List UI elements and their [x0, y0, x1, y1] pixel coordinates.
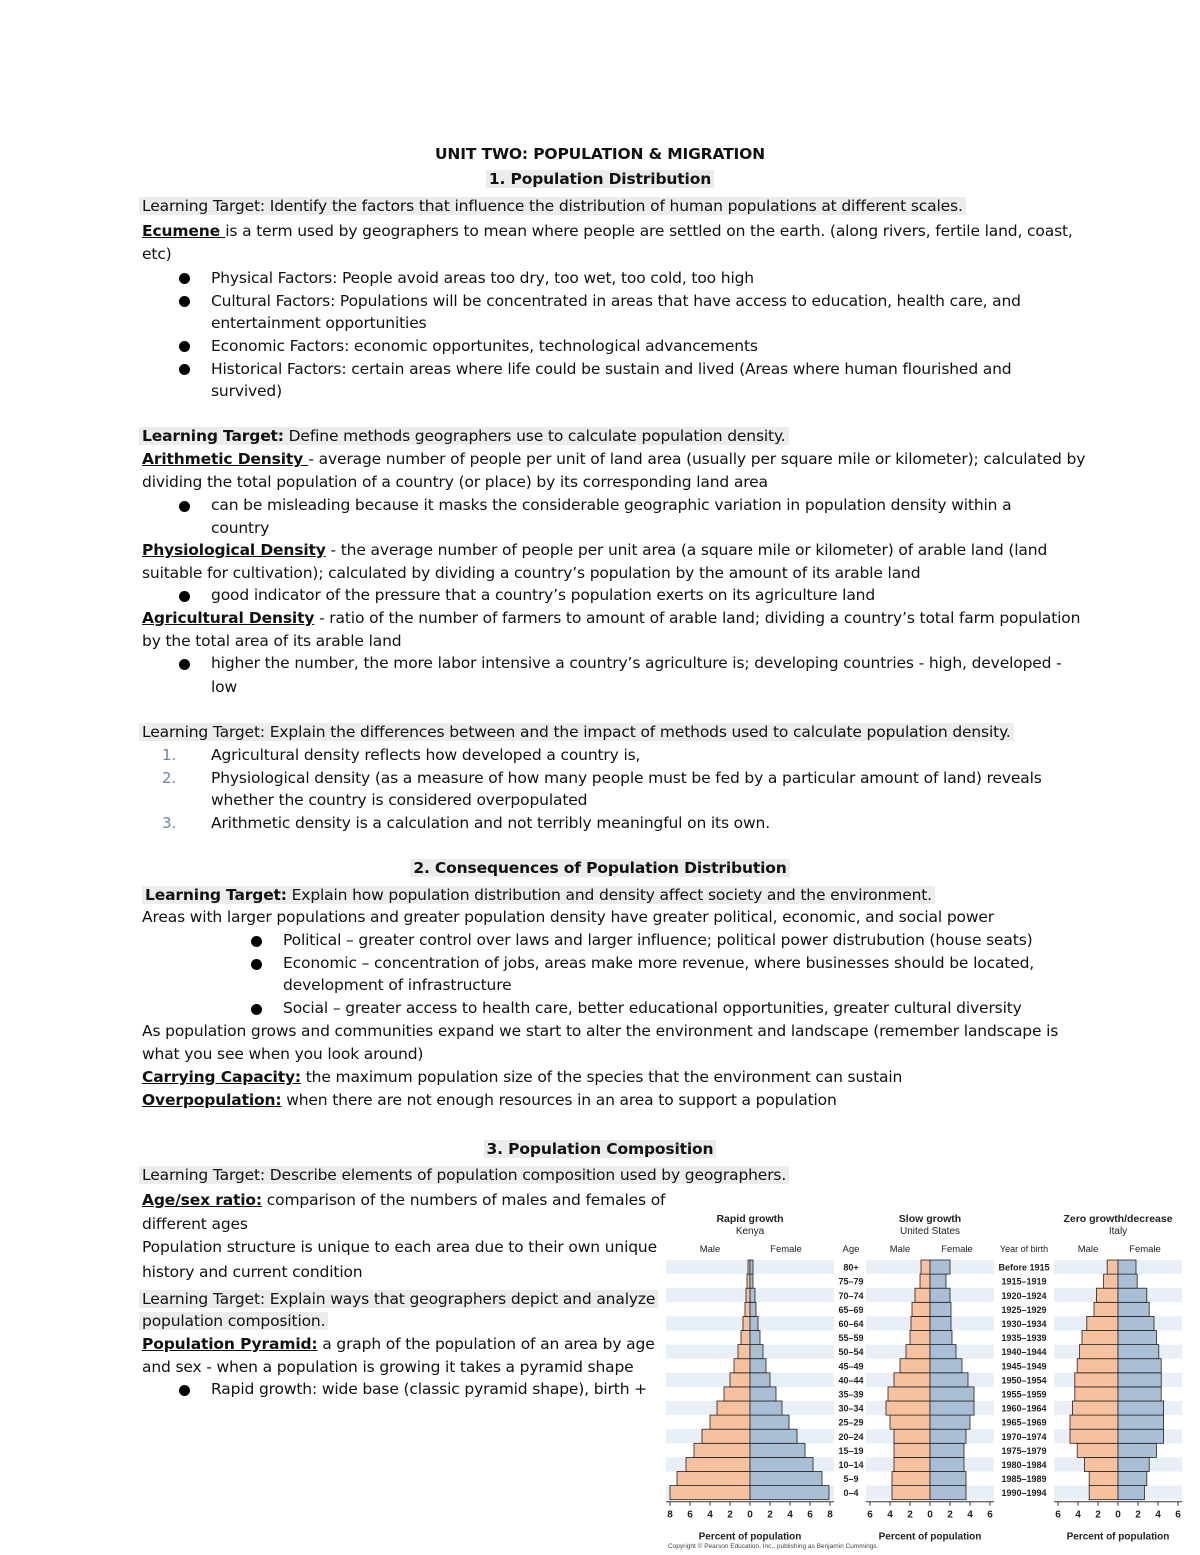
age-tick-label: 80+	[843, 1262, 859, 1273]
female-bar	[930, 1429, 966, 1443]
age-tick-label: 70–74	[838, 1290, 864, 1301]
ecumene-term: Ecumene	[142, 222, 226, 240]
learning-target-1-row	[139, 195, 966, 217]
year-tick-label: 1990–1994	[1001, 1488, 1047, 1499]
male-bar	[710, 1415, 750, 1429]
x-tick-label: 0	[747, 1509, 753, 1521]
male-bar	[741, 1331, 750, 1345]
female-bar	[1118, 1472, 1147, 1486]
arithmetic-def-line-2: dividing the total population of a country (or place) by its corresponding land area	[142, 473, 768, 491]
male-bar	[910, 1331, 930, 1345]
learning-target-4-row	[142, 884, 935, 906]
male-bar	[747, 1274, 750, 1288]
male-bar	[743, 1316, 750, 1330]
male-bar	[892, 1486, 930, 1500]
learning-target-2	[139, 427, 789, 445]
x-tick-label: 6	[807, 1509, 813, 1521]
age-tick-label: 5–9	[843, 1474, 859, 1485]
age-tick-label: 10–14	[838, 1460, 864, 1470]
female-bar	[750, 1274, 753, 1288]
male-bar	[1104, 1274, 1118, 1288]
learning-target-6-row-2	[139, 1310, 328, 1332]
pyramid-title: Zero growth/decrease	[1063, 1213, 1173, 1225]
x-tick-label: 6	[1055, 1509, 1061, 1521]
economic-bullet-line-1: Economic – concentration of jobs, areas make more revenue, where businesses should be located,	[283, 954, 1035, 972]
female-bar	[750, 1373, 770, 1387]
male-label: Male	[1077, 1244, 1099, 1255]
overpopulation-def: when there are not enough resources in an area to support a population	[281, 1091, 837, 1109]
political-bullet: Political – greater control over laws and larger influence; political power distrubution (house seats)	[283, 931, 1033, 949]
age-tick-label: 65–69	[838, 1304, 864, 1315]
male-bar	[1089, 1486, 1118, 1500]
arithmetic-bullet-line-1: can be misleading because it masks the considerable geographic variation in population density within a	[211, 496, 1012, 514]
overpopulation-definition	[142, 1089, 837, 1111]
pyramid-title: Rapid growth	[716, 1213, 784, 1225]
year-tick-label: 1975–1979	[1001, 1445, 1047, 1456]
male-bar	[730, 1373, 750, 1387]
x-tick-label: 4	[787, 1509, 793, 1521]
year-tick-label: 1925–1929	[1001, 1304, 1047, 1315]
age-tick-label: 0–4	[843, 1488, 859, 1499]
female-bar	[930, 1288, 950, 1302]
male-bar	[738, 1345, 750, 1359]
female-bar	[930, 1316, 951, 1330]
year-tick-label: 1945–1949	[1001, 1361, 1047, 1372]
agricultural-bullet-line-1: higher the number, the more labor intensive a country’s agriculture is; developing countries - high, developed -	[211, 654, 1062, 672]
female-label: Female	[941, 1244, 973, 1255]
male-bar	[911, 1316, 930, 1330]
male-bar	[894, 1429, 930, 1443]
pyramid-title: Slow growth	[898, 1213, 962, 1225]
list-number: 2.	[162, 769, 177, 787]
male-bar	[1075, 1373, 1118, 1387]
learning-target-4-label: Learning Target:	[145, 886, 287, 904]
bullet-icon	[179, 273, 190, 284]
age-tick-label: 25–29	[838, 1417, 864, 1428]
female-label: Female	[770, 1244, 802, 1255]
x-tick-label: 4	[967, 1509, 973, 1521]
arithmetic-density-definition	[142, 448, 1085, 470]
male-bar	[702, 1429, 750, 1443]
ecumene-def-line-2: etc)	[142, 245, 172, 263]
cultural-factors-line-2: entertainment opportunities	[211, 314, 427, 332]
bullet-icon	[179, 341, 190, 352]
ecumene-def-line-1: is a term used by geographers to mean where people are settled on the earth. (along rivers, fertile land, coast,	[225, 222, 1073, 240]
structure-line-2: history and current condition	[142, 1263, 363, 1281]
population-pyramids-chart	[662, 1206, 1192, 1551]
age-tick-label: 75–79	[838, 1276, 864, 1287]
male-bar	[888, 1387, 930, 1401]
male-bar	[1096, 1288, 1118, 1302]
physiological-density-definition	[142, 539, 1047, 561]
female-bar	[1118, 1359, 1161, 1373]
male-bar	[894, 1373, 930, 1387]
female-bar	[930, 1302, 951, 1316]
year-tick-label: 1950–1954	[1001, 1375, 1047, 1386]
male-bar	[892, 1472, 930, 1486]
physical-factors: Physical Factors: People avoid areas too dry, too wet, too cold, too high	[211, 269, 754, 287]
section-1-heading: 1. Population Distribution	[486, 170, 714, 188]
male-bar	[1075, 1387, 1118, 1401]
male-bar	[920, 1274, 930, 1288]
year-axis-label: Year of birth	[999, 1244, 1049, 1254]
male-bar	[734, 1359, 750, 1373]
age-sex-ratio-definition	[142, 1189, 665, 1211]
female-bar	[750, 1415, 789, 1429]
age-tick-label: 55–59	[838, 1333, 864, 1344]
female-bar	[930, 1345, 956, 1359]
male-bar	[900, 1359, 930, 1373]
year-tick-label: Before 1915	[998, 1262, 1050, 1273]
carrying-capacity-term: Carrying Capacity:	[142, 1068, 301, 1086]
x-tick-label: 4	[1155, 1509, 1161, 1521]
female-bar	[750, 1387, 776, 1401]
section-2-heading: 2. Consequences of Population Distribution	[410, 859, 789, 877]
year-tick-label: 1960–1964	[1001, 1403, 1047, 1414]
male-label: Male	[699, 1244, 721, 1255]
bullet-icon	[251, 1004, 262, 1015]
bullet-icon	[251, 959, 262, 970]
pyramid-country: Italy	[1108, 1226, 1128, 1237]
x-tick-label: 2	[907, 1509, 913, 1521]
year-tick-label: 1985–1989	[1001, 1474, 1047, 1485]
year-tick-label: 1965–1969	[1001, 1417, 1047, 1428]
age-tick-label: 20–24	[838, 1431, 864, 1442]
male-bar	[1084, 1457, 1118, 1471]
learning-target-2-text: Define methods geographers use to calculate population density.	[283, 427, 786, 445]
section-1-heading-row	[0, 168, 1200, 190]
agricultural-bullet-line-2: low	[211, 678, 238, 696]
year-tick-label: 1980–1984	[1001, 1460, 1047, 1470]
male-bar	[886, 1401, 930, 1415]
document-title: UNIT TWO: POPULATION & MIGRATION	[434, 145, 766, 163]
structure-line-1: Population structure is unique to each area due to their own unique	[142, 1238, 657, 1256]
numbered-item-3: Arithmetic density is a calculation and not terribly meaningful on its own.	[211, 814, 770, 832]
female-bar	[1118, 1429, 1164, 1443]
female-label: Female	[1129, 1244, 1161, 1255]
x-tick-label: 6	[867, 1509, 873, 1521]
female-bar	[930, 1260, 950, 1274]
numbered-item-2-line-2: whether the country is considered overpopulated	[211, 791, 588, 809]
social-bullet: Social – greater access to health care, better educational opportunities, greater cultural diversity	[283, 999, 1022, 1017]
bullet-icon	[179, 591, 190, 602]
bullet-icon	[179, 364, 190, 375]
male-bar	[890, 1415, 930, 1429]
learning-target-3: Learning Target: Explain the differences between and the impact of methods used to calculate population density.	[139, 723, 1014, 741]
year-tick-label: 1955–1959	[1001, 1389, 1047, 1400]
copyright-text: Copyright © Pearson Education, Inc., publishing as Benjamin Cummings.	[668, 1543, 879, 1550]
x-axis-label: Percent of population	[878, 1531, 982, 1543]
female-bar	[750, 1260, 753, 1274]
female-bar	[930, 1359, 962, 1373]
arithmetic-density-term: Arithmetic Density	[142, 450, 309, 468]
male-label: Male	[889, 1244, 911, 1255]
female-bar	[1118, 1274, 1137, 1288]
female-bar	[1118, 1302, 1149, 1316]
female-bar	[930, 1387, 974, 1401]
female-bar	[1118, 1373, 1161, 1387]
male-bar	[915, 1288, 930, 1302]
male-bar	[1089, 1472, 1118, 1486]
age-axis-label: Age	[842, 1244, 860, 1255]
female-bar	[930, 1457, 964, 1471]
x-tick-label: 4	[707, 1509, 713, 1521]
x-axis-label: Percent of population	[1066, 1531, 1170, 1543]
x-tick-label: 2	[1095, 1509, 1101, 1521]
male-bar	[1094, 1302, 1118, 1316]
male-bar	[1072, 1401, 1118, 1415]
female-bar	[1118, 1331, 1156, 1345]
male-bar	[686, 1457, 750, 1471]
physiological-def-line-2: suitable for cultivation); calculated by dividing a country’s population by the amount of its arable land	[142, 564, 921, 582]
female-bar	[750, 1401, 782, 1415]
overpopulation-term: Overpopulation:	[142, 1091, 282, 1109]
numbered-item-2-line-1: Physiological density (as a measure of how many people must be fed by a particular amount of land) reveals	[211, 769, 1042, 787]
ecumene-definition	[142, 220, 1073, 242]
x-tick-label: 2	[947, 1509, 953, 1521]
section-3-heading-row	[0, 1138, 1200, 1160]
agricultural-def-line-1: - ratio of the number of farmers to amount of arable land; dividing a country’s total farm population	[314, 609, 1081, 627]
carrying-capacity-definition	[142, 1066, 902, 1088]
female-bar	[930, 1472, 966, 1486]
male-bar	[745, 1302, 750, 1316]
female-bar	[1118, 1401, 1164, 1415]
female-bar	[930, 1373, 968, 1387]
x-tick-label: 4	[1075, 1509, 1081, 1521]
historical-factors-line-1: Historical Factors: certain areas where life could be sustain and lived (Areas where human flourished and	[211, 360, 1012, 378]
x-tick-label: 6	[687, 1509, 693, 1521]
economic-factors: Economic Factors: economic opportunites, technological advancements	[211, 337, 758, 355]
female-bar	[750, 1443, 805, 1457]
year-tick-label: 1935–1939	[1001, 1333, 1047, 1344]
male-bar	[1080, 1345, 1118, 1359]
male-bar	[906, 1345, 930, 1359]
male-bar	[670, 1486, 750, 1500]
historical-factors-line-2: survived)	[211, 382, 282, 400]
male-bar	[677, 1472, 750, 1486]
x-tick-label: 0	[1115, 1509, 1121, 1521]
environment-line-2: what you see when you look around)	[142, 1045, 424, 1063]
agricultural-def-line-2: by the total area of its arable land	[142, 632, 402, 650]
x-tick-label: 0	[927, 1509, 933, 1521]
year-tick-label: 1940–1944	[1001, 1347, 1047, 1358]
female-bar	[1118, 1288, 1147, 1302]
male-bar	[1107, 1260, 1118, 1274]
female-bar	[750, 1429, 797, 1443]
learning-target-2-label: Learning Target:	[142, 427, 284, 445]
bullet-icon	[179, 296, 190, 307]
male-bar	[912, 1302, 930, 1316]
female-bar	[750, 1316, 758, 1330]
female-bar	[930, 1401, 974, 1415]
section-2-heading-row	[0, 857, 1200, 879]
female-bar	[750, 1302, 756, 1316]
age-tick-label: 60–64	[838, 1319, 864, 1329]
male-bar	[746, 1288, 750, 1302]
age-tick-label: 35–39	[838, 1389, 864, 1400]
age-sex-def-line-1: comparison of the numbers of males and females of	[261, 1191, 666, 1209]
male-bar	[717, 1401, 750, 1415]
x-tick-label: 8	[667, 1509, 673, 1521]
female-bar	[750, 1331, 760, 1345]
female-bar	[1118, 1457, 1149, 1471]
section-2-intro: Areas with larger populations and greater population density have greater political, economic, and social power	[142, 908, 994, 926]
numbered-item-1: Agricultural density reflects how developed a country is,	[211, 746, 641, 764]
bullet-icon	[179, 1385, 190, 1396]
environment-line-1: As population grows and communities expand we start to alter the environment and landscape (remember landscape is	[142, 1022, 1059, 1040]
female-bar	[750, 1457, 813, 1471]
male-bar	[894, 1443, 930, 1457]
bullet-icon	[251, 936, 262, 947]
bullet-icon	[179, 659, 190, 670]
female-bar	[1118, 1345, 1159, 1359]
male-bar	[1077, 1359, 1118, 1373]
physiological-density-term: Physiological Density	[142, 541, 326, 559]
agricultural-density-term: Agricultural Density	[142, 609, 315, 627]
year-tick-label: 1920–1924	[1001, 1290, 1047, 1301]
section-3-heading: 3. Population Composition	[484, 1140, 717, 1158]
age-tick-label: 30–34	[838, 1403, 864, 1414]
population-pyramid-term: Population Pyramid:	[142, 1335, 318, 1353]
x-tick-label: 6	[1175, 1509, 1181, 1521]
x-tick-label: 4	[887, 1509, 893, 1521]
female-bar	[1118, 1443, 1156, 1457]
learning-target-2-row	[139, 425, 789, 447]
year-tick-label: 1915–1919	[1001, 1276, 1047, 1287]
female-bar	[750, 1288, 755, 1302]
female-bar	[750, 1486, 829, 1500]
year-tick-label: 1930–1934	[1001, 1319, 1047, 1329]
age-tick-label: 50–54	[838, 1347, 864, 1358]
male-bar	[1082, 1331, 1118, 1345]
learning-target-5-row	[139, 1164, 789, 1186]
arithmetic-bullet-line-2: country	[211, 519, 270, 537]
physiological-def-line-1: - the average number of people per unit area (a square mile or kilometer) of arable land (land	[325, 541, 1048, 559]
pyramid-country: Kenya	[735, 1226, 765, 1237]
female-bar	[930, 1415, 970, 1429]
x-tick-label: 2	[1135, 1509, 1141, 1521]
pyramid-country: United States	[899, 1226, 961, 1237]
agricultural-density-definition	[142, 607, 1080, 629]
age-tick-label: 15–19	[838, 1445, 864, 1456]
age-sex-ratio-term: Age/sex ratio:	[142, 1191, 262, 1209]
female-bar	[930, 1331, 952, 1345]
female-bar	[1118, 1260, 1136, 1274]
male-bar	[921, 1260, 930, 1274]
female-bar	[750, 1345, 763, 1359]
male-bar	[1070, 1429, 1118, 1443]
x-tick-label: 8	[827, 1509, 833, 1521]
list-number: 1.	[162, 746, 177, 764]
male-bar	[1087, 1316, 1118, 1330]
age-tick-label: 45–49	[838, 1361, 864, 1372]
x-tick-label: 2	[727, 1509, 733, 1521]
female-bar	[1118, 1415, 1164, 1429]
female-bar	[750, 1472, 822, 1486]
male-bar	[894, 1457, 930, 1471]
learning-target-4	[142, 886, 935, 904]
learning-target-5: Learning Target: Describe elements of population composition used by geographers.	[139, 1166, 789, 1184]
population-pyramid-definition	[142, 1333, 655, 1355]
list-number: 3.	[162, 814, 177, 832]
bullet-icon	[179, 501, 190, 512]
female-bar	[1118, 1486, 1144, 1500]
population-pyramids-figure	[662, 1206, 1192, 1551]
year-tick-label: 1970–1974	[1001, 1431, 1047, 1442]
female-bar	[750, 1359, 766, 1373]
x-tick-label: 2	[767, 1509, 773, 1521]
physiological-bullet: good indicator of the pressure that a country’s population exerts on its agriculture land	[211, 586, 876, 604]
rapid-growth-bullet: Rapid growth: wide base (classic pyramid shape), birth +	[211, 1380, 648, 1398]
x-axis-label: Percent of population	[698, 1531, 802, 1543]
carrying-capacity-def: the maximum population size of the species that the environment can sustain	[300, 1068, 903, 1086]
male-bar	[724, 1387, 750, 1401]
learning-target-1: Learning Target: Identify the factors that influence the distribution of human populations at different scales.	[139, 197, 966, 215]
learning-target-6-line-2: population composition.	[139, 1312, 328, 1330]
male-bar	[694, 1443, 750, 1457]
male-bar	[1070, 1415, 1118, 1429]
cultural-factors-line-1: Cultural Factors: Populations will be concentrated in areas that have access to education, health care, and	[211, 292, 1021, 310]
female-bar	[930, 1486, 966, 1500]
x-tick-label: 6	[987, 1509, 993, 1521]
population-pyramid-def-line-1: a graph of the population of an area by age	[317, 1335, 655, 1353]
population-pyramid-def-line-2: and sex - when a population is growing it takes a pyramid shape	[142, 1358, 634, 1376]
female-bar	[930, 1443, 964, 1457]
arithmetic-def-line-1: - average number of people per unit of land area (usually per square mile or kilometer); calculated by	[308, 450, 1086, 468]
age-sex-def-line-2: different ages	[142, 1215, 248, 1233]
learning-target-6-line-1: Learning Target: Explain ways that geographers depict and analyze	[139, 1290, 658, 1308]
male-bar	[1077, 1443, 1118, 1457]
female-bar	[1118, 1316, 1154, 1330]
learning-target-3-row	[139, 721, 1014, 743]
learning-target-4-text: Explain how population distribution and density affect society and the environment.	[286, 886, 932, 904]
female-bar	[930, 1274, 946, 1288]
age-tick-label: 40–44	[838, 1375, 864, 1386]
economic-bullet-line-2: development of infrastructure	[283, 976, 512, 994]
learning-target-6-row-1	[139, 1288, 658, 1310]
female-bar	[1118, 1387, 1161, 1401]
